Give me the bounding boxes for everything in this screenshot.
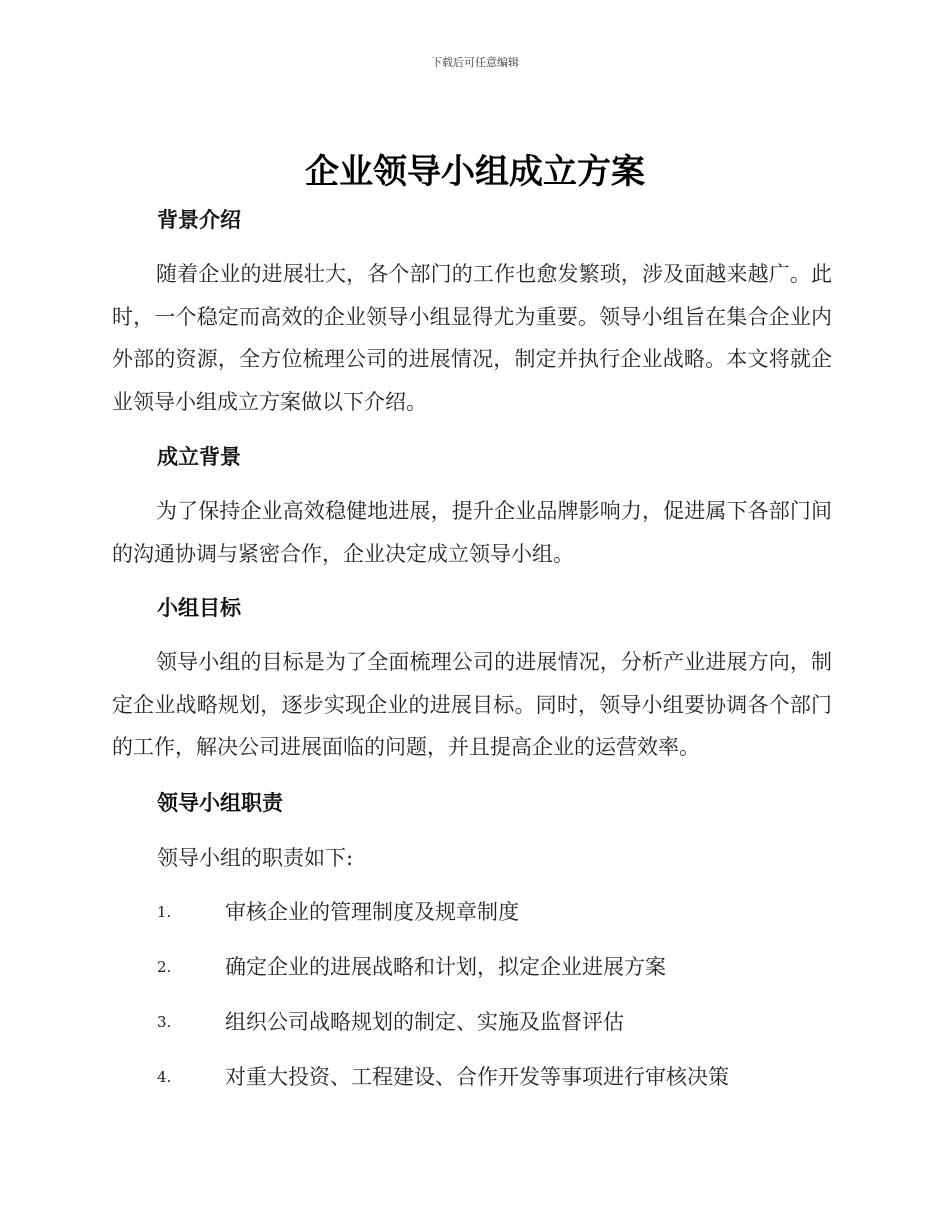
list-item: [157, 1063, 857, 1091]
section-heading-duties: 领导小组职责: [157, 791, 283, 815]
list-item-text: 确定企业的进展战略和计划，拟定企业进展方案: [225, 955, 666, 979]
list-item: [157, 898, 857, 926]
list-item-number: 3.: [157, 1013, 172, 1031]
list-item-number: 2.: [157, 958, 172, 976]
list-item: [157, 953, 857, 981]
list-item: [157, 1008, 857, 1036]
section-heading-establishment: 成立背景: [157, 445, 241, 469]
paragraph-background: 随着企业的进展壮大，各个部门的工作也愈发繁琐，涉及面越来越广。此时，一个稳定而高效的企业领导小组显得尤为重要。领导小组旨在集合企业内外部的资源，全方位梳理公司的进展情况，制定并执行企业战略。本文将就企业领导小组成立方案做以下介绍。: [112, 262, 832, 414]
list-item-number: 4.: [157, 1068, 172, 1086]
header-note: 下载后可任意编辑: [431, 56, 519, 69]
duties-intro: 领导小组的职责如下:: [157, 846, 354, 870]
section-heading-background: 背景介绍: [157, 208, 241, 232]
paragraph-goals: 领导小组的目标是为了全面梳理公司的进展情况，分析产业进展方向，制定企业战略规划，逐步实现企业的进展目标。同时，领导小组要协调各个部门的工作，解决公司进展面临的问题，并且提高企业的运营效率。: [112, 650, 832, 759]
paragraph-establishment: 为了保持企业高效稳健地进展，提升企业品牌影响力，促进属下各部门间的沟通协调与紧密合作，企业决定成立领导小组。: [112, 499, 832, 566]
list-item-text: 对重大投资、工程建设、合作开发等事项进行审核决策: [225, 1065, 729, 1089]
list-item-number: 1.: [157, 903, 172, 921]
list-item-text: 组织公司战略规划的制定、实施及监督评估: [225, 1010, 624, 1034]
document-title: 企业领导小组成立方案: [305, 152, 645, 192]
list-item-text: 审核企业的管理制度及规章制度: [225, 900, 519, 924]
section-heading-goals: 小组目标: [157, 596, 241, 620]
